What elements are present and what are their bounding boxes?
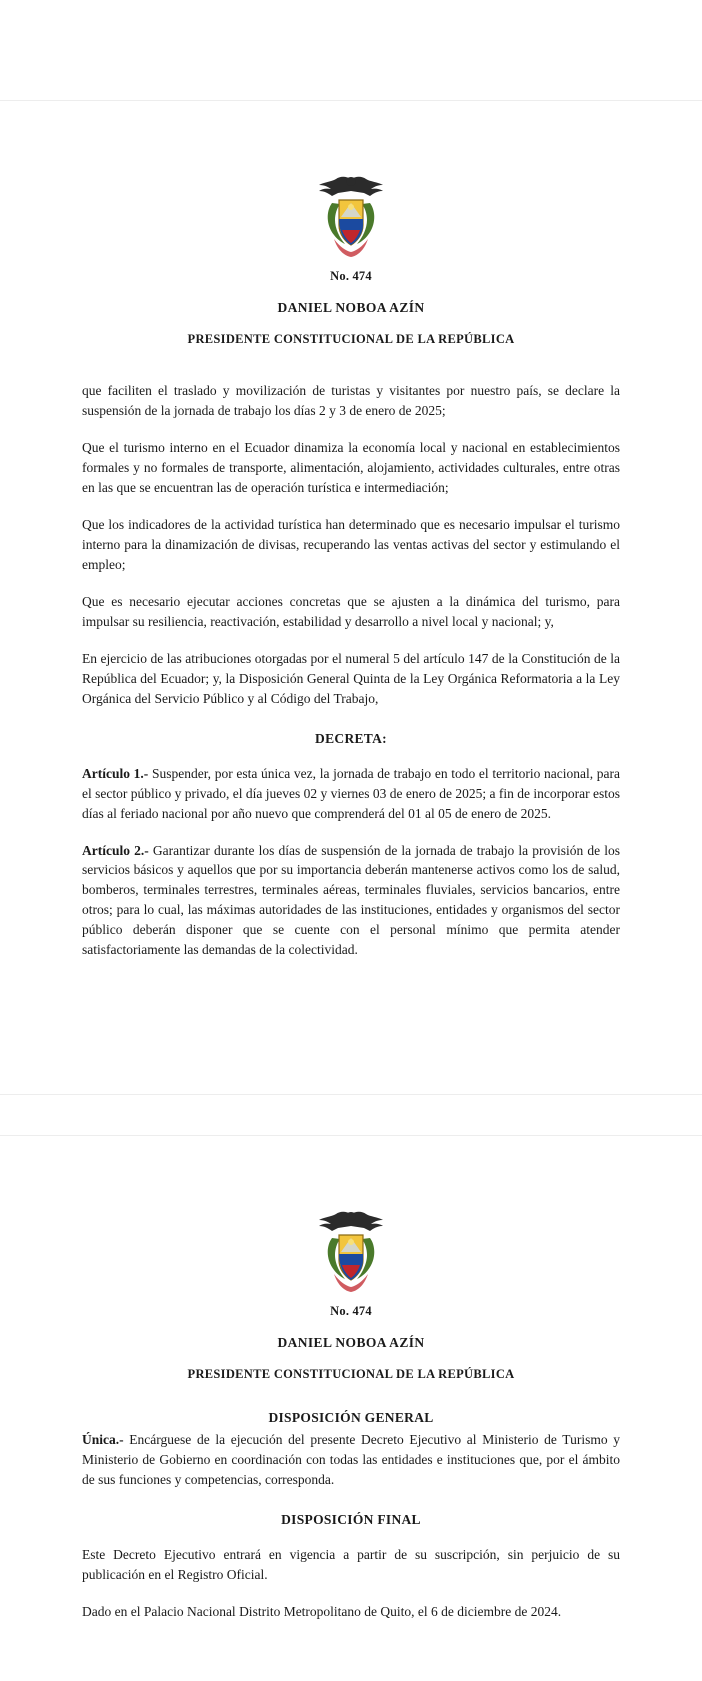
document-number: No. 474 — [330, 269, 372, 283]
ecuador-coat-of-arms-icon — [312, 101, 390, 259]
disposicion-final-paragraph: Este Decreto Ejecutivo entrará en vigencia a partir de su suscripción, sin perjuicio de su publicación en el Registro Oficial. — [82, 1546, 620, 1582]
place-and-date: Dado en el Palacio Nacional Distrito Metropolitano de Quito, el 6 de diciembre de 2024. — [82, 1603, 562, 1619]
president-title: PRESIDENTE CONSTITUCIONAL DE LA REPÚBLICA — [187, 332, 515, 346]
paragraph: En ejercicio de las atribuciones otorgadas por el numeral 5 del artículo 147 de la Constitución de la República del Ecuador; y, la Disposición General Quinta de la Ley Orgánica Reformatoria a la Ley Orgánica del Servicio Público y al Código del Trabajo, — [82, 650, 620, 706]
document-number: No. 474 — [330, 1303, 372, 1318]
article-2-lead: Artículo 2.- — [82, 842, 149, 858]
article-1 — [82, 764, 620, 824]
decreta-heading: DECRETA: — [315, 730, 387, 746]
disposicion-general-lead: Única.- — [82, 1431, 124, 1447]
disposicion-general-heading: DISPOSICIÓN GENERAL — [268, 1409, 434, 1425]
article-2-text: Garantizar durante los días de suspensión de la jornada de trabajo la provisión de los servicios básicos y aquellos que por su importancia deberán mantenerse activos como los de salud, bomberos, terminales terrestres, terminales aéreas, terminales fluviales, servicios bancarios, entre otros; para lo cual, las máximas autoridades de las instituciones, entidades y organismos del sector público deberán disponer que se cuente con el personal mínimo que permita atender satisfactoriamente las demandas de la colectividad. — [82, 842, 621, 958]
article-1-lead: Artículo 1.- — [82, 765, 149, 781]
document-page-1 — [0, 101, 702, 1094]
document-page-2 — [0, 1136, 702, 1681]
page2-body — [82, 1410, 620, 1622]
viewer-top-gap — [0, 0, 702, 101]
article-1-text: Suspender, por esta única vez, la jornada de trabajo en todo el territorio nacional, para el sector público y privado, el día jueves 02 y viernes 03 de enero de 2025; a fin de incorporar estos días al feriado nacional por año nuevo que comprenderá del 01 al 05 de enero de 2025. — [82, 765, 620, 821]
president-name: DANIEL NOBOA AZÍN — [277, 1334, 425, 1350]
disposicion-general-paragraph — [82, 1430, 620, 1490]
page1-body — [82, 381, 620, 960]
president-title: PRESIDENTE CONSTITUCIONAL DE LA REPÚBLICA — [187, 1366, 515, 1381]
ecuador-coat-of-arms-icon — [312, 1136, 390, 1294]
article-2 — [82, 841, 620, 961]
disposicion-final-heading: DISPOSICIÓN FINAL — [281, 1511, 421, 1527]
paragraph: Que los indicadores de la actividad turística han determinado que es necesario impulsar el turismo interno para la dinamización de divisas, recuperando las ventas activas del sector y estimulando el empleo; — [82, 516, 620, 572]
disposicion-general-text: Encárguese de la ejecución del presente Decreto Ejecutivo al Ministerio de Turismo y Ministerio de Gobierno en coordinación con todas las entidades e instituciones que, por el ámbito de sus funciones y competencias, corresponda. — [82, 1431, 620, 1487]
paragraph: Que el turismo interno en el Ecuador dinamiza la economía local y nacional en establecimientos formales y no formales de transporte, alimentación, alojamiento, actividades culturales, entre otras en las que se encuentran las de operación turística e intermediación; — [82, 439, 620, 495]
president-name: DANIEL NOBOA AZÍN — [277, 300, 425, 315]
paragraph: Que es necesario ejecutar acciones concretas que se ajusten a la dinámica del turismo, para impulsar su resiliencia, reactivación, estabilidad y desarrollo a nivel local y nacional; y, — [82, 593, 620, 629]
page-separator — [0, 1094, 702, 1136]
paragraph: que faciliten el traslado y movilización de turistas y visitantes por nuestro país, se declare la suspensión de la jornada de trabajo los días 2 y 3 de enero de 2025; — [82, 383, 620, 418]
